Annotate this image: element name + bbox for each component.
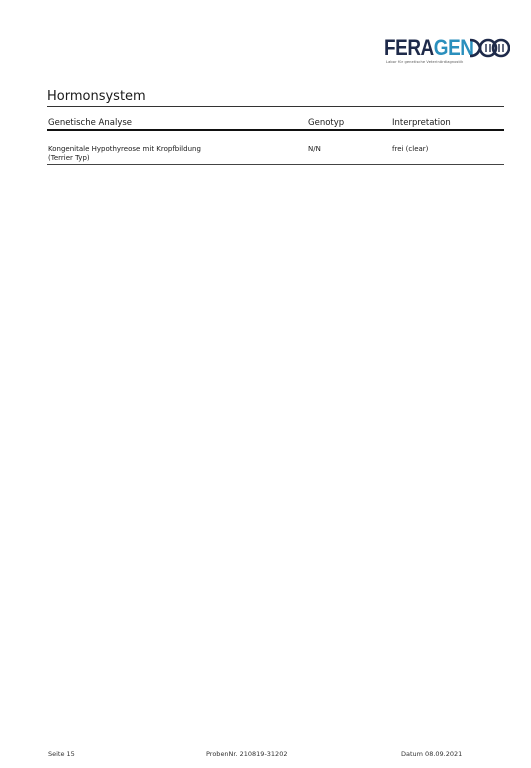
column-header-interpretation: Interpretation	[392, 118, 451, 128]
column-header-analysis: Genetische Analyse	[48, 118, 133, 128]
footer-sample-number: ProbenNr. 210819-31202	[206, 750, 288, 758]
logo-wordmark	[384, 36, 474, 60]
table-row-divider	[47, 164, 504, 165]
footer-date: Datum 08.09.2021	[401, 750, 463, 758]
section-title: Hormonsystem	[47, 89, 146, 104]
cell-analysis	[48, 145, 201, 162]
column-header-genotype: Genotyp	[308, 118, 345, 128]
cell-interpretation: frei (clear)	[392, 145, 429, 153]
logo-word-part2: GEN	[433, 35, 474, 60]
logo-tagline: Labor für genetische Veterinärdiagnostik	[386, 60, 464, 64]
feragen-logo	[384, 36, 510, 68]
cell-analysis-line2: (Terrier Typ)	[48, 153, 90, 162]
footer-page-number: Seite 15	[48, 750, 75, 758]
title-divider	[47, 106, 504, 107]
logo-word-part1: FERA	[384, 35, 434, 60]
dna-chain-icon	[468, 37, 510, 59]
table-header-divider	[47, 129, 504, 131]
cell-genotype: N/N	[308, 145, 321, 153]
cell-analysis-line1: Kongenitale Hypothyreose mit Kropfbildung	[48, 145, 201, 153]
